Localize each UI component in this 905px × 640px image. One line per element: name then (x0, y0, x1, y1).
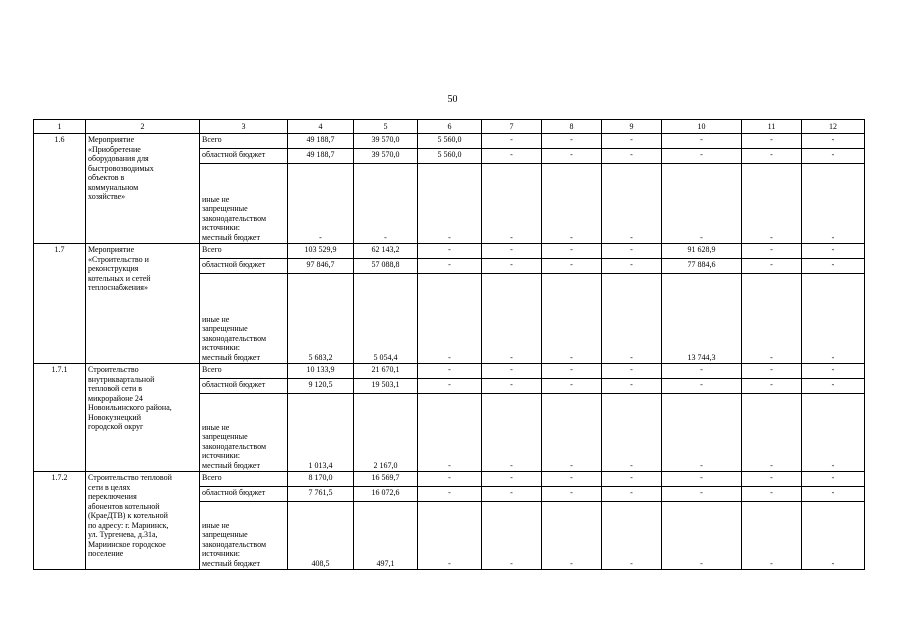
value-cell: - (542, 487, 602, 502)
value-cell: - (802, 502, 865, 570)
value-cell: - (802, 164, 865, 244)
value-cell: - (602, 274, 662, 364)
funding-source: областной бюджет (200, 149, 288, 164)
value-cell: 5 560,0 (418, 149, 482, 164)
value-cell: - (802, 379, 865, 394)
value-cell: - (662, 502, 742, 570)
value-cell: - (542, 472, 602, 487)
value-cell: - (662, 149, 742, 164)
value-cell: - (418, 244, 482, 259)
value-cell: - (418, 487, 482, 502)
page-number: 50 (447, 94, 458, 105)
value-cell: - (742, 164, 802, 244)
value-cell: - (602, 394, 662, 472)
value-cell: - (542, 164, 602, 244)
column-header: 1 (34, 120, 86, 134)
item-name: Мероприятие «Приобретение оборудования для быстровозводимых объектов в коммунальном хозяйстве» (86, 134, 200, 244)
value-cell: - (802, 244, 865, 259)
value-cell: - (482, 134, 542, 149)
value-cell: - (742, 487, 802, 502)
item-number: 1.7 (34, 244, 86, 364)
table-row (34, 134, 865, 149)
value-cell: 21 670,1 (354, 364, 418, 379)
value-cell: - (542, 379, 602, 394)
value-cell: - (542, 244, 602, 259)
value-cell: 39 570,0 (354, 149, 418, 164)
value-cell: - (418, 379, 482, 394)
table-row (34, 472, 865, 487)
value-cell: - (602, 487, 662, 502)
item-number: 1.7.2 (34, 472, 86, 570)
value-cell: - (482, 472, 542, 487)
value-cell: - (542, 274, 602, 364)
value-cell: - (418, 164, 482, 244)
value-cell: - (288, 164, 354, 244)
value-cell: - (482, 379, 542, 394)
value-cell: 7 761,5 (288, 487, 354, 502)
value-cell: - (602, 259, 662, 274)
column-header: 10 (662, 120, 742, 134)
value-cell: - (418, 502, 482, 570)
value-cell: - (542, 364, 602, 379)
value-cell: - (662, 472, 742, 487)
value-cell: 16 072,6 (354, 487, 418, 502)
value-cell: - (742, 244, 802, 259)
value-cell: 8 170,0 (288, 472, 354, 487)
value-cell: - (662, 487, 742, 502)
value-cell: 19 503,1 (354, 379, 418, 394)
funding-source: областной бюджет (200, 259, 288, 274)
value-cell: - (482, 364, 542, 379)
value-cell: 9 120,5 (288, 379, 354, 394)
value-cell: 497,1 (354, 502, 418, 570)
value-cell: 16 569,7 (354, 472, 418, 487)
value-cell: - (602, 364, 662, 379)
value-cell: - (602, 134, 662, 149)
value-cell: - (482, 164, 542, 244)
value-cell: - (418, 274, 482, 364)
value-cell: - (742, 259, 802, 274)
value-cell: - (542, 149, 602, 164)
value-cell: - (354, 164, 418, 244)
value-cell: - (482, 394, 542, 472)
value-cell: - (418, 472, 482, 487)
value-cell: - (742, 379, 802, 394)
value-cell: - (802, 149, 865, 164)
item-number: 1.6 (34, 134, 86, 244)
value-cell: 49 188,7 (288, 134, 354, 149)
value-cell: - (602, 379, 662, 394)
column-header: 4 (288, 120, 354, 134)
column-header: 3 (200, 120, 288, 134)
value-cell: 57 088,8 (354, 259, 418, 274)
value-cell: - (602, 472, 662, 487)
value-cell: - (418, 364, 482, 379)
column-header: 7 (482, 120, 542, 134)
budget-table (33, 119, 865, 570)
table-row (34, 244, 865, 259)
column-header: 9 (602, 120, 662, 134)
funding-source: областной бюджет (200, 379, 288, 394)
value-cell: 49 188,7 (288, 149, 354, 164)
value-cell: - (602, 502, 662, 570)
value-cell: 5 054,4 (354, 274, 418, 364)
value-cell: - (602, 149, 662, 164)
value-cell: 77 884,6 (662, 259, 742, 274)
value-cell: - (542, 134, 602, 149)
value-cell: 5 683,2 (288, 274, 354, 364)
value-cell: - (482, 274, 542, 364)
column-header: 5 (354, 120, 418, 134)
column-header: 2 (86, 120, 200, 134)
value-cell: - (662, 164, 742, 244)
value-cell: - (482, 244, 542, 259)
value-cell: - (482, 259, 542, 274)
value-cell: 91 628,9 (662, 244, 742, 259)
value-cell: 408,5 (288, 502, 354, 570)
item-name: Строительство внутриквартальной тепловой сети в микрорайоне 24 Новоильинского района, Новокузнецкий городской округ (86, 364, 200, 472)
value-cell: - (662, 364, 742, 379)
value-cell: - (742, 394, 802, 472)
value-cell: - (742, 149, 802, 164)
value-cell: - (542, 502, 602, 570)
value-cell: - (482, 487, 542, 502)
value-cell: 10 133,9 (288, 364, 354, 379)
table-row (34, 364, 865, 379)
column-header: 12 (802, 120, 865, 134)
value-cell: - (802, 364, 865, 379)
value-cell: - (542, 259, 602, 274)
item-number: 1.7.1 (34, 364, 86, 472)
value-cell: - (802, 259, 865, 274)
table-body (34, 120, 865, 570)
value-cell: 103 529,9 (288, 244, 354, 259)
funding-source: иные не запрещенные законодательством источники: местный бюджет (200, 394, 288, 472)
value-cell: 39 570,0 (354, 134, 418, 149)
value-cell: - (662, 394, 742, 472)
value-cell: - (482, 502, 542, 570)
value-cell: - (742, 364, 802, 379)
value-cell: - (742, 134, 802, 149)
value-cell: - (662, 134, 742, 149)
funding-source: иные не запрещенные законодательством источники: местный бюджет (200, 502, 288, 570)
value-cell: 13 744,3 (662, 274, 742, 364)
value-cell: - (602, 164, 662, 244)
value-cell: - (802, 274, 865, 364)
value-cell: - (802, 487, 865, 502)
funding-source: Всего (200, 472, 288, 487)
item-name: Мероприятие «Строительство и реконструкция котельных и сетей теплоснабжения» (86, 244, 200, 364)
value-cell: 2 167,0 (354, 394, 418, 472)
value-cell: 5 560,0 (418, 134, 482, 149)
value-cell: - (742, 472, 802, 487)
value-cell: - (742, 274, 802, 364)
value-cell: - (418, 394, 482, 472)
funding-source: областной бюджет (200, 487, 288, 502)
value-cell: - (662, 379, 742, 394)
column-header: 11 (742, 120, 802, 134)
item-name: Строительство тепловой сети в целях переключения абонентов котельной (КраеДТВ) к котельной по адресу: г. Мариинск, ул. Тургенева, д.31а, Мариинское городское поселение (86, 472, 200, 570)
value-cell: 97 846,7 (288, 259, 354, 274)
value-cell: - (802, 472, 865, 487)
value-cell: 1 013,4 (288, 394, 354, 472)
column-header: 8 (542, 120, 602, 134)
value-cell: - (602, 244, 662, 259)
funding-source: иные не запрещенные законодательством источники: местный бюджет (200, 164, 288, 244)
funding-source: Всего (200, 134, 288, 149)
value-cell: - (742, 502, 802, 570)
value-cell: - (542, 394, 602, 472)
value-cell: - (802, 394, 865, 472)
funding-source: иные не запрещенные законодательством источники: местный бюджет (200, 274, 288, 364)
column-header: 6 (418, 120, 482, 134)
header-row (34, 120, 865, 134)
value-cell: 62 143,2 (354, 244, 418, 259)
funding-source: Всего (200, 244, 288, 259)
value-cell: - (802, 134, 865, 149)
funding-source: Всего (200, 364, 288, 379)
value-cell: - (482, 149, 542, 164)
value-cell: - (418, 259, 482, 274)
